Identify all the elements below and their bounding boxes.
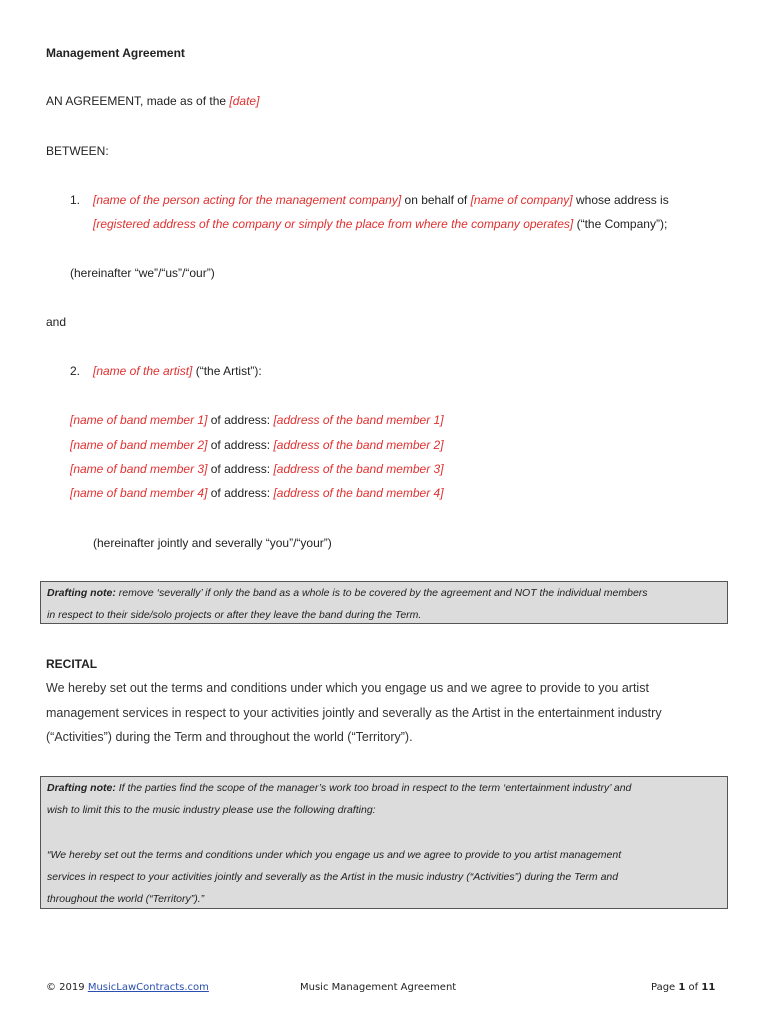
hereinafter-you: (hereinafter jointly and severally “you”/“your”)	[93, 536, 332, 550]
footer-page-number: Page 1 of 11	[651, 982, 716, 993]
drafting-note-label: Drafting note:	[47, 782, 116, 794]
and-label: and	[46, 315, 67, 329]
recital-line: We hereby set out the terms and conditions under which you engage us and we agree to provide to you artist	[46, 681, 649, 695]
band-member-row: [name of band member 1] of address: [address of the band member 1]	[70, 413, 444, 427]
band-member-row: [name of band member 2] of address: [address of the band member 2]	[70, 438, 444, 452]
recital-line: (“Activities”) during the Term and throughout the world (“Territory”).	[46, 730, 413, 744]
party1-line2: [registered address of the company or simply the place from where the company operates] (“the Company”);	[93, 217, 668, 231]
band-member-row: [name of band member 3] of address: [address of the band member 3]	[70, 462, 444, 476]
drafting-note-label: Drafting note:	[47, 587, 116, 599]
address-placeholder: [registered address of the company or simply the place from where the company operates]	[93, 217, 574, 231]
site-link[interactable]: MusicLawContracts.com	[87, 982, 209, 993]
drafting-note-severally: Drafting note: remove ‘severally’ if only the band as a whole is to be covered by the agreement and NOT the individual members in respect to their side/solo projects or after they leave the band during the Term.	[40, 581, 728, 624]
hereinafter-we: (hereinafter “we”/“us”/“our”)	[70, 266, 215, 280]
agreement-intro: AN AGREEMENT, made as of the [date]	[46, 94, 260, 108]
party1-line1: [name of the person acting for the management company] on behalf of [name of company] whose address is	[93, 193, 669, 207]
between-label: BETWEEN:	[46, 144, 109, 158]
company-placeholder: [name of company]	[470, 193, 573, 207]
footer-copyright: © 2019 MusicLawContracts.com	[46, 982, 209, 993]
footer-doc-name: Music Management Agreement	[300, 982, 457, 993]
recital-heading: RECITAL	[46, 657, 98, 671]
band-member-row: [name of band member 4] of address: [address of the band member 4]	[70, 486, 444, 500]
person-placeholder: [name of the person acting for the management company]	[93, 193, 402, 207]
date-placeholder: [date]	[229, 94, 260, 108]
artist-placeholder: [name of the artist]	[93, 364, 193, 378]
recital-line: management services in respect to your activities jointly and severally as the Artist in the entertainment industry	[46, 706, 662, 720]
drafting-note-scope: Drafting note: If the parties find the scope of the manager’s work too broad in respect to the term ‘entertainment industry’ and wish to limit this to the music industry please use the following drafting: “We hereby set out the terms and conditions under which you engage us and we agree to provide to you artist management services in respect to your activities jointly and severally as the Artist in the music industry (“Activities”) during the Term and throughout the world (“Territory”).”	[40, 776, 728, 909]
party2-number: 2.	[70, 364, 81, 378]
party2-line: [name of the artist] (“the Artist”):	[93, 364, 262, 378]
document-title: Management Agreement	[46, 46, 185, 60]
party1-number: 1.	[70, 193, 81, 207]
